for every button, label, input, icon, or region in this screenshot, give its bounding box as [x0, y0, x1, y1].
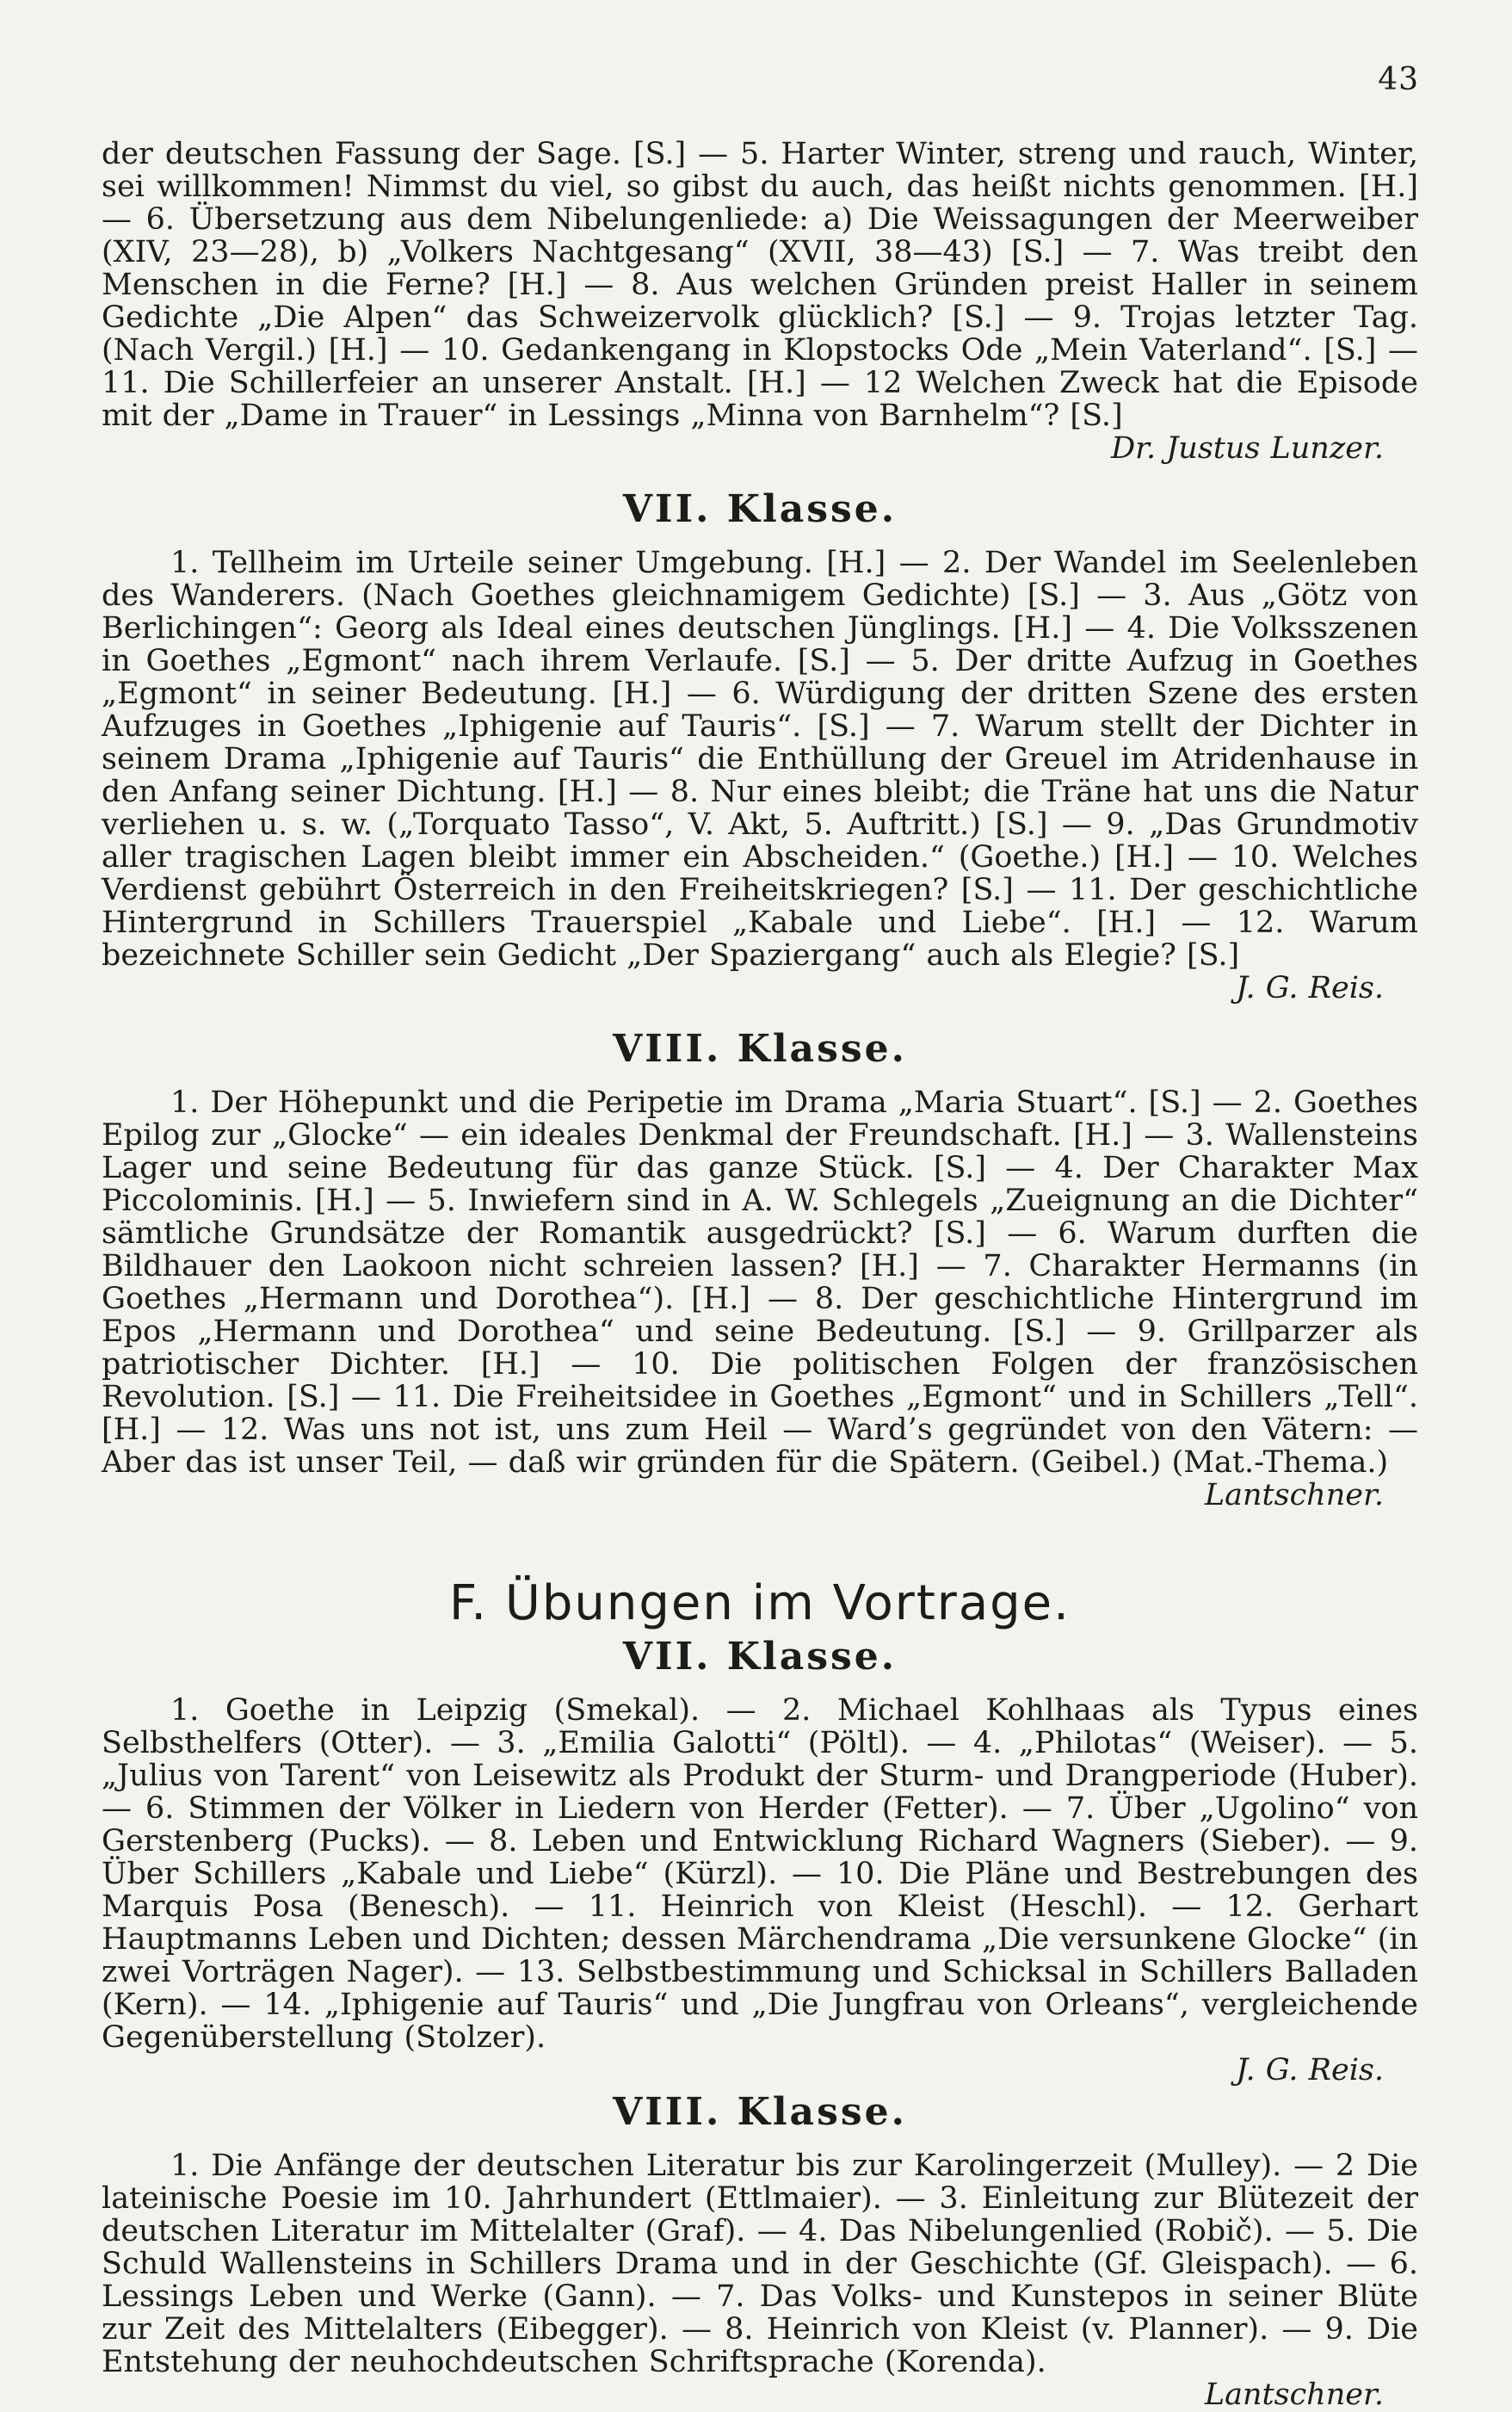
class-vii-topics [102, 547, 1418, 1005]
author-signature: Lantschner. [1204, 2378, 1384, 2412]
page-body [102, 138, 1418, 2411]
class-vii-topics-text: 1. Tellheim im Urteile seiner Umgebung. [H.] — 2. Der Wandel im Seelenleben des Wanderers. (Nach Goethes gleichnamigem Gedichte) [S.] — 3. Aus „Götz von Berlichingen“: Georg als Ideal eines deutschen Jünglings. [H.] — 4. Die Volksszenen in Goethes „Egmont“ nach ihrem Verlaufe. [S.] — 5. Der dritte Aufzug in Goethes „Egmont“ in seiner Bedeutung. [H.] — 6. Würdigung der dritten Szene des ersten Aufzuges in Goethes „Iphigenie auf Tauris“. [S.] — 7. Warum stellt der Dichter in seinem Drama „Iphigenie auf Tauris“ die Enthüllung der Greuel im Atridenhause in den Anfang seiner Dichtung. [H.] — 8. Nur eines bleibt; die Träne hat uns die Natur verliehen u. s. w. („Torquato Tasso“, V. Akt, 5. Auftritt.) [S.] — 9. „Das Grundmotiv aller tragischen Lagen bleibt immer ein Abscheiden.“ (Goethe.) [H.] — 10. Welches Verdienst gebührt Österreich in den Freiheitskriegen? [S.] — 11. Der geschichtliche Hintergrund in Schillers Trauerspiel „Kabale und Liebe“. [H.] — 12. Warum bezeichnete Schiller sein Gedicht „Der Spaziergang“ auch als Elegie? [S.] [102, 546, 1418, 973]
class-heading-viii: VIII. Klasse. [613, 1027, 907, 1071]
class-heading-viii-vortrage: VIII. Klasse. [613, 2090, 907, 2134]
class-viii-recitations [102, 2149, 1418, 2411]
section-title-f: F. Übungen im Vortrage. [449, 1575, 1071, 1631]
author-signature: Lantschner. [1204, 1478, 1384, 1512]
essay-topics-text: der deutschen Fassung der Sage. [S.] — 5. Harter Winter, streng und rauch, Winter, sei willkommen! Nimmst du viel, so gibst du auch, das heißt nichts genommen. [H.] — 6. Übersetzung aus dem Nibelungenliede: a) Die Weissagungen der Meerweiber (XIV, 23—28), b) „Volkers Nachtgesang“ (XVII, 38—43) [S.] — 7. Was treibt den Menschen in die Ferne? [H.] — 8. Aus welchen Gründen preist Haller in seinem Gedichte „Die Alpen“ das Schweizervolk glücklich? [S.] — 9. Trojas letzter Tag. (Nach Vergil.) [H.] — 10. Gedankengang in Klopstocks Ode „Mein Vaterland“. [S.] — 11. Die Schillerfeier an unserer Anstalt. [H.] — 12 Welchen Zweck hat die Episode mit der „Dame in Trauer“ in Lessings „Minna von Barnhelm“? [S.] [102, 137, 1418, 433]
class-heading-vii-vortrage: VII. Klasse. [622, 1635, 898, 1679]
author-signature: Dr. Justus Lunzer. [1111, 431, 1384, 466]
page-number: 43 [1378, 62, 1419, 97]
class-heading-vii: VII. Klasse. [622, 487, 898, 531]
author-signature: J. G. Reis. [1236, 971, 1384, 1005]
essay-topics-continued [102, 138, 1418, 465]
class-viii-topics [102, 1086, 1418, 1512]
class-vii-recitations-text: 1. Goethe in Leipzig (Smekal). — 2. Michael Kohlhaas als Typus eines Selbsthelfers (Otter). — 3. „Emilia Galotti“ (Pöltl). — 4. „Philotas“ (Weiser). — 5. „Julius von Tarent“ von Leisewitz als Produkt der Sturm- und Drangperiode (Huber). — 6. Stimmen der Völker in Liedern von Herder (Fetter). — 7. Über „Ugolino“ von Gerstenberg (Pucks). — 8. Leben und Entwicklung Richard Wagners (Sieber). — 9. Über Schillers „Kabale und Liebe“ (Kürzl). — 10. Die Pläne und Bestrebungen des Marquis Posa (Benesch). — 11. Heinrich von Kleist (Heschl). — 12. Gerhart Hauptmanns Leben und Dichten; dessen Märchendrama „Die versunkene Glocke“ (in zwei Vorträgen Nager). — 13. Selbstbestimmung und Schicksal in Schillers Balladen (Kern). — 14. „Iphigenie auf Tauris“ und „Die Jungfrau von Orleans“, vergleichende Gegenüberstellung (Stolzer). [102, 1693, 1418, 2055]
class-vii-recitations [102, 1694, 1418, 2087]
class-viii-recitations-text: 1. Die Anfänge der deutschen Literatur bis zur Karolingerzeit (Mulley). — 2 Die lateinische Poesie im 10. Jahrhundert (Ettlmaier). — 3. Einleitung zur Blütezeit der deutschen Literatur im Mittelalter (Graf). — 4. Das Nibelungenlied (Robič). — 5. Die Schuld Wallensteins in Schillers Drama und in der Geschichte (Gf. Gleispach). — 6. Lessings Leben und Werke (Gann). — 7. Das Volks- und Kunstepos in seiner Blüte zur Zeit des Mittelalters (Eibegger). — 8. Heinrich von Kleist (v. Planner). — 9. Die Entstehung der neuhochdeutschen Schriftsprache (Korenda). [102, 2149, 1418, 2379]
author-signature: J. G. Reis. [1236, 2053, 1384, 2087]
class-viii-topics-text: 1. Der Höhepunkt und die Peripetie im Drama „Maria Stuart“. [S.] — 2. Goethes Epilog zur „Glocke“ — ein ideales Denkmal der Freundschaft. [H.] — 3. Wallensteins Lager und seine Bedeutung für das ganze Stück. [S.] — 4. Der Charakter Max Piccolominis. [H.] — 5. Inwiefern sind in A. W. Schlegels „Zueignung an die Dichter“ sämtliche Grundsätze der Romantik ausgedrückt? [S.] — 6. Warum durften die Bildhauer den Laokoon nicht schreien lassen? [H.] — 7. Charakter Hermanns (in Goethes „Hermann und Dorothea“). [H.] — 8. Der geschichtliche Hintergrund im Epos „Hermann und Dorothea“ und seine Bedeutung. [S.] — 9. Grillparzer als patriotischer Dichter. [H.] — 10. Die politischen Folgen der französischen Revolution. [S.] — 11. Die Freiheitsidee in Goethes „Egmont“ und in Schillers „Tell“. [H.] — 12. Was uns not ist, uns zum Heil — Ward’s gegründet von den Vätern: — Aber das ist unser Teil, — daß wir gründen für die Spätern. (Geibel.) (Mat.-Thema.) [102, 1085, 1418, 1480]
